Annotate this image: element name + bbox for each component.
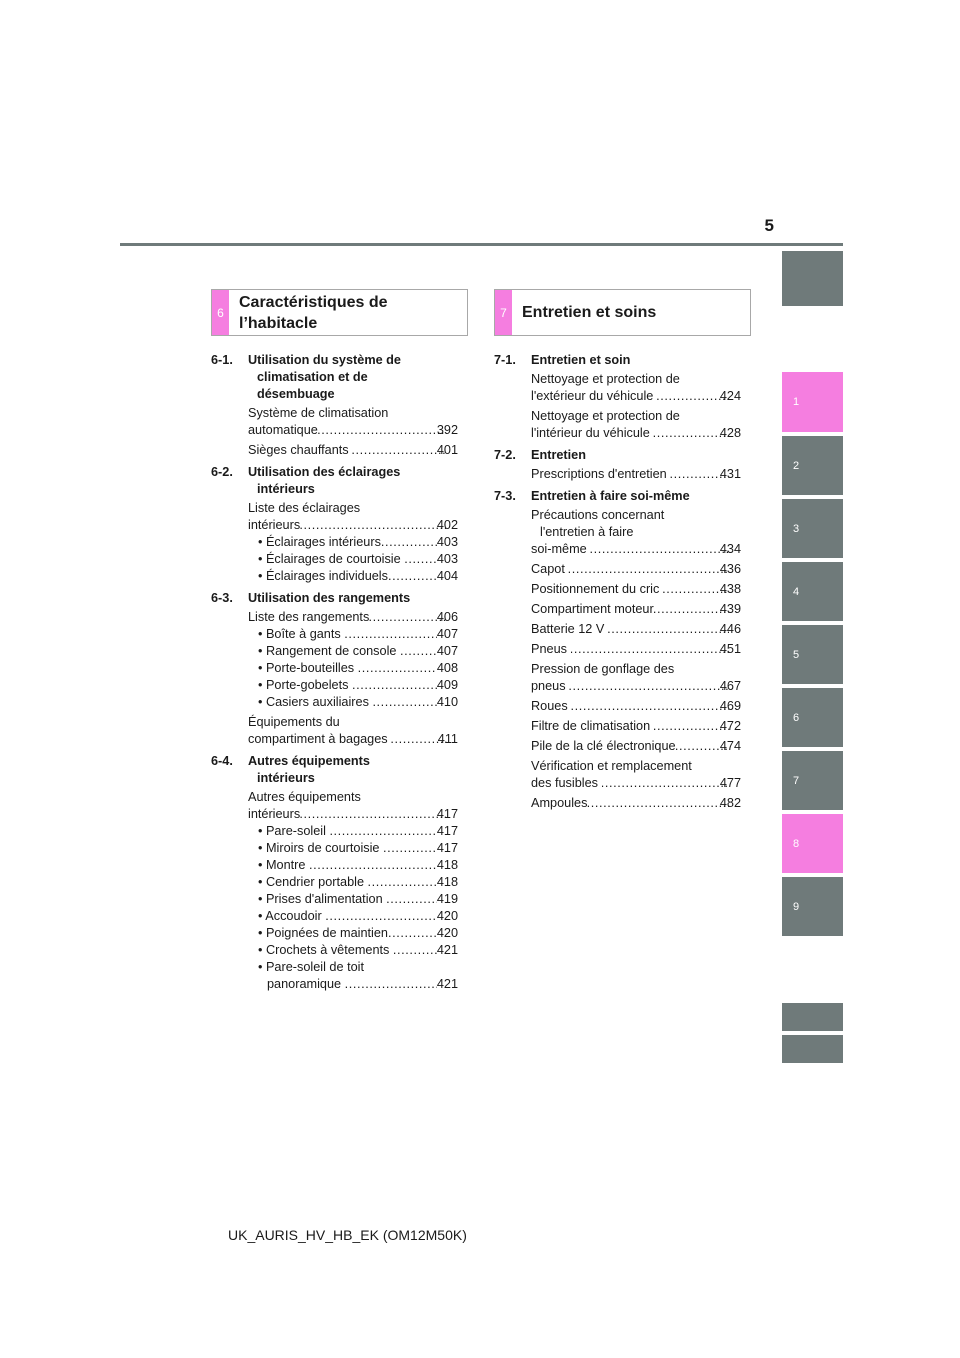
subsection-6-4: 6-4. Autres équipements intérieurs Autres équipements intérieurs ..... 417 • Pare-soleil ..... 417 • Miroirs de courtoisie ..... 417 • Montre ..... 418 • Cendrier portable ..... 418 • Prises d'alimentation ..... 419 • Accoudoir ..... 420 • Poignées de maintien ..... 420 • Crochets à vêtements ..... 421 • Pare-soleil de toit panoramique ..... 421 xyxy=(211,753,458,993)
side-tab-8[interactable]: 8 xyxy=(782,814,843,873)
toc-bullet[interactable]: • Boîte à gants ..... 407 xyxy=(248,626,458,643)
toc-bullet[interactable]: • Accoudoir ..... 420 xyxy=(248,908,458,925)
section-6-title: Caractéristiques de l’habitacle xyxy=(239,293,388,332)
toc-bullet[interactable]: • Porte-bouteilles ..... 408 xyxy=(248,660,458,677)
section-6-header xyxy=(211,289,468,336)
toc-entry[interactable]: Roues ..... 469 xyxy=(531,698,741,715)
toc-bullet[interactable]: • Pare-soleil ..... 417 xyxy=(248,823,458,840)
toc-entry[interactable]: Sièges chauffants ..... 401 xyxy=(248,442,458,459)
subsection-6-1: 6-1. Utilisation du système de climatisation et de désembuage Système de climatisation automatique ..... 392 Sièges chauffants ..... 401 xyxy=(211,352,458,459)
side-tab-7[interactable]: 7 xyxy=(782,751,843,810)
toc-entry[interactable]: Système de climatisation automatique ..... 392 xyxy=(248,405,458,439)
toc-entry[interactable]: Vérification et remplacement des fusibles ..... 477 xyxy=(531,758,741,792)
toc-entry[interactable]: Ampoules ..... 482 xyxy=(531,795,741,812)
side-tab-blank-bottom-2[interactable] xyxy=(782,1035,843,1063)
side-tab-2[interactable]: 2 xyxy=(782,436,843,495)
toc-bullet[interactable]: • Éclairages de courtoisie ..... 403 xyxy=(248,551,458,568)
toc-bullet[interactable]: • Cendrier portable ..... 418 xyxy=(248,874,458,891)
toc-entry[interactable]: Nettoyage et protection de l'extérieur du véhicule ..... 424 xyxy=(531,371,741,405)
side-tab-1[interactable]: 1 xyxy=(782,372,843,432)
section-6-contents xyxy=(211,352,458,998)
toc-bullet[interactable]: • Éclairages intérieurs ..... 403 xyxy=(248,534,458,551)
toc-entry[interactable]: Autres équipements intérieurs ..... 417 xyxy=(248,789,458,823)
side-tab-4[interactable]: 4 xyxy=(782,562,843,621)
toc-bullet[interactable]: • Prises d'alimentation ..... 419 xyxy=(248,891,458,908)
subsection-7-3: 7-3. Entretien à faire soi-même Précautions concernant l'entretien à faire soi-même ..... 434 Capot ..... 436 Positionnement du cric ..... 438 Compartiment moteur ..... 439 Batterie 12 V ..... 446 Pneus ..... 451 Pression de gonflage des pneus ..... 467 Roues ..... 469 Filtre de climatisation ..... 472 Pile de la clé électronique ..... 474 Vérification et remplacement des fusibles ..... 477 Ampoules ..... 482 xyxy=(494,488,741,812)
section-7-header xyxy=(494,289,751,336)
toc-bullet[interactable]: • Éclairages individuels ..... 404 xyxy=(248,568,458,585)
toc-bullet[interactable]: • Montre ..... 418 xyxy=(248,857,458,874)
subsection-6-3: 6-3. Utilisation des rangements Liste des rangements ..... 406 • Boîte à gants ..... 407 • Rangement de console ..... 407 • Porte-bouteilles ..... 408 • Porte-gobelets ..... 409 • Casiers auxiliaires ..... 410 Équipements du compartiment à bagages ..... 411 xyxy=(211,590,458,748)
footer-manual-code: UK_AURIS_HV_HB_EK (OM12M50K) xyxy=(228,1227,467,1243)
toc-bullet[interactable]: • Porte-gobelets ..... 409 xyxy=(248,677,458,694)
subsection-7-1: 7-1. Entretien et soin Nettoyage et protection de l'extérieur du véhicule ..... 424 Nettoyage et protection de l'intérieur du véhicule ..... 428 xyxy=(494,352,741,442)
toc-entry[interactable]: Positionnement du cric ..... 438 xyxy=(531,581,741,598)
page-number: 5 xyxy=(764,216,774,235)
side-tab-3[interactable]: 3 xyxy=(782,499,843,558)
toc-entry[interactable]: Capot ..... 436 xyxy=(531,561,741,578)
subsection-6-2: 6-2. Utilisation des éclairages intérieurs Liste des éclairages intérieurs ..... 402 • Éclairages intérieurs ..... 403 • Éclairages de courtoisie ..... 403 • Éclairages individuels ..... 404 xyxy=(211,464,458,585)
side-tab-5[interactable]: 5 xyxy=(782,625,843,684)
toc-entry[interactable]: Pneus ..... 451 xyxy=(531,641,741,658)
toc-entry[interactable]: Batterie 12 V ..... 446 xyxy=(531,621,741,638)
toc-entry[interactable]: Compartiment moteur ..... 439 xyxy=(531,601,741,618)
toc-entry[interactable]: Filtre de climatisation ..... 472 xyxy=(531,718,741,735)
header-rule xyxy=(120,243,843,246)
section-7-number: 7 xyxy=(495,290,512,335)
toc-entry[interactable]: Pile de la clé électronique ..... 474 xyxy=(531,738,741,755)
subsection-7-2: 7-2. Entretien Prescriptions d'entretien ..... 431 xyxy=(494,447,741,483)
side-tab-6[interactable]: 6 xyxy=(782,688,843,747)
toc-entry[interactable]: Nettoyage et protection de l'intérieur du véhicule ..... 428 xyxy=(531,408,741,442)
toc-bullet[interactable]: • Casiers auxiliaires ..... 410 xyxy=(248,694,458,711)
section-7-title: Entretien et soins xyxy=(522,304,657,321)
toc-entry[interactable]: Pression de gonflage des pneus ..... 467 xyxy=(531,661,741,695)
toc-bullet[interactable]: • Miroirs de courtoisie ..... 417 xyxy=(248,840,458,857)
toc-bullet[interactable]: • Poignées de maintien ..... 420 xyxy=(248,925,458,942)
toc-entry[interactable]: Précautions concernant l'entretien à faire soi-même ..... 434 xyxy=(531,507,741,558)
toc-entry[interactable]: Liste des éclairages intérieurs ..... 402 xyxy=(248,500,458,534)
side-tab-9[interactable]: 9 xyxy=(782,877,843,936)
side-tab-blank-top[interactable] xyxy=(782,251,843,306)
toc-entry[interactable]: Liste des rangements ..... 406 xyxy=(248,609,458,626)
side-tab-blank-bottom-1[interactable] xyxy=(782,1003,843,1031)
toc-bullet[interactable]: • Pare-soleil de toit panoramique ..... 421 xyxy=(248,959,458,993)
toc-bullet[interactable]: • Rangement de console ..... 407 xyxy=(248,643,458,660)
toc-entry[interactable]: Équipements du compartiment à bagages ..... 411 xyxy=(248,714,458,748)
section-6-number: 6 xyxy=(212,290,229,335)
section-7-contents xyxy=(494,352,741,817)
toc-entry[interactable]: Prescriptions d'entretien ..... 431 xyxy=(531,466,741,483)
toc-bullet[interactable]: • Crochets à vêtements ..... 421 xyxy=(248,942,458,959)
